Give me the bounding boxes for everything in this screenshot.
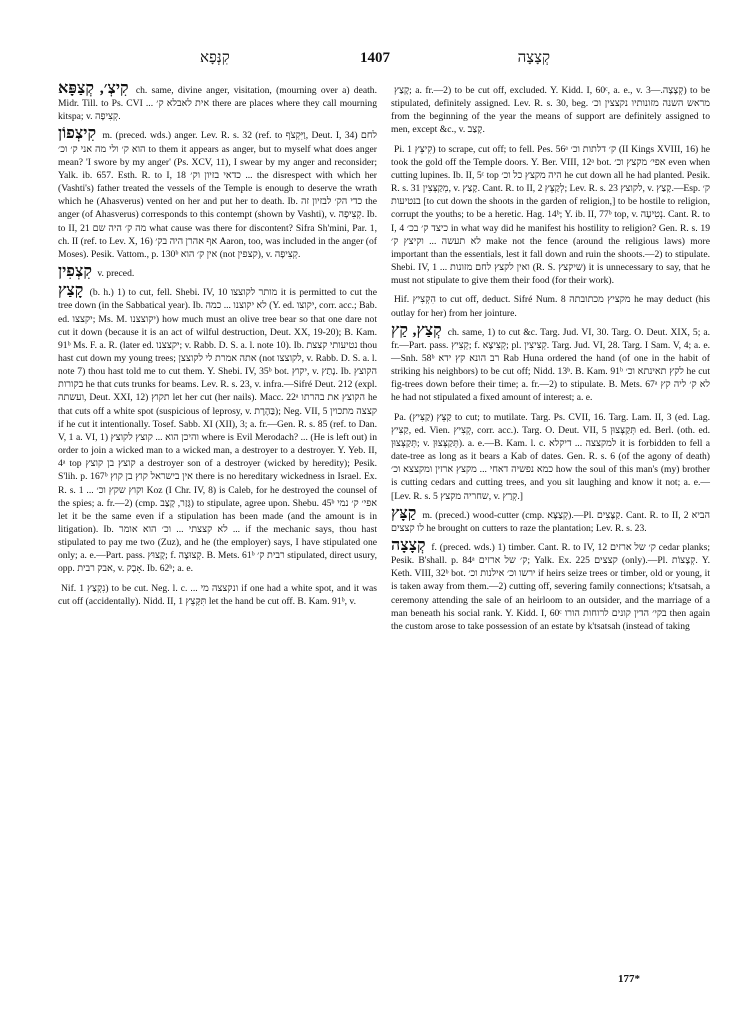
dictionary-entry: [58, 127, 377, 261]
dictionary-entry: [58, 265, 377, 280]
entry-text: m. (preced. wds.) anger. Lev. R. s. 32 (ref. to וַיִּקְצֹף, Deut. I, 34) לחם הוא ק׳ ולי מה אני ק׳ וכ׳ to them it appears as anger, but to myself what does anger mean? 'I swore by my anger' (Ps. XCV, 11), I swear by my anger and reconsider; Yalk. ib. 657. Esth. R. to I, 18 כדאי בזיון וק׳ ... the disrespect with which her (Vashti's) father treated the vessels of the Temple is enough to deserve the wrath which he (Ahasverus) vented on her and put her to death. Ib. כדי הק׳ לבזיון זה the anger (of Ahasverus) corresponds to this contempt (shown by Vashti), v. קְצִיפָה. Ib. to II, 21 מה ק׳ היה שם what cause was there for discontent? Sifra Sh'mini, Par. 1, ch. II (ref. to Lev. X, 16) אף אהרן היה בק׳ Aaron, too, was included in the anger (of Moses). Pesik. Vattom., p. 130ᵇ אין ק׳ הוא (not קצפין), v. קְצִיפָה.: [58, 130, 378, 260]
dictionary-entry: [58, 82, 377, 123]
page-signature: 177*: [618, 973, 640, 985]
entry-text: f. (preced. wds.) 1) timber. Cant. R. to IV, 12 ק׳ של ארזים cedar planks; Pesik. B'shall. p. 84ᵃ ק׳ של ארזים; Yalk. Ex. 225 קצצים (only).—Pl. קְצָצוֹת. Y. Keth. VIII, 32ᵇ bot. ירשו וכ׳ אילנות וכ׳ if heirs seize trees or timber, old or young, it is taken away from them.—2) cutting off, severing family connections; k'tsatsah, a ceremony attending the sale of an heirloom to an outsider, and the marriage of a man beneath his social rank. Y. Kidd. I, 60ᶜ בקי׳ הדין קונים לרוחות הורו then again the custom arose to take possession of an estate by k'tsatsah (instead of taking: [391, 542, 711, 632]
entry-headword: קִיצְפוֹן: [58, 125, 97, 143]
dictionary-entry: [58, 580, 377, 608]
entry-headword: קִצְפִין: [58, 263, 92, 281]
dictionary-entry: [391, 291, 710, 319]
entry-text: Hif. הִקְצִיץ to cut off, deduct. Sifré Num. 8 מקציץ מכתובתה he may deduct (his outlay for her) from her jointure.: [391, 294, 710, 319]
dictionary-entry: [58, 284, 377, 575]
entry-headword: קִיצְ׳, קְצַפָּא: [58, 80, 129, 97]
left-column: [58, 82, 377, 982]
dictionary-entry: [391, 539, 710, 633]
dictionary-columns: [58, 82, 710, 982]
entry-headword: קְצַץ, קַץ: [391, 321, 442, 339]
entry-text: קָצַץ; a. fr.—2) to be cut off, excluded. Y. Kidd. I, 60ᶜ, a. e., v. קְצָצָה.—3) to be stipulated, definitely assigned. Lev. R. s. 30, beg. מראש השנה מזונותיו נקצצין וכ׳ from the beginning of the year the means of support are definitely assigned to men, except &c., v. קָצַב.: [391, 85, 710, 136]
dictionary-entry: [391, 504, 710, 535]
entry-text: (b. h.) 1) to cut, fell. Shebi. IV, 10 מותר לקוצצו it is permitted to cut the tree down (in the Sabbatical year). Ib. לא יקוצנו ... כמה (Y. ed. יקוצו, corr. acc.; Bab. ed. יקצצו; Ms. M. יקוצצנו) how much must an olive tree bear so that one dare not cut it down (because it is an act of wilful destruction, Deut. XX, 19-20); B. Kam. 91ᵇ Ms. F. a. R. (later ed. יקצצנו; v. Rabb. D. S. a. l. note 10). Ib. נטיעותי קצצת thou hast cut down my young trees; אתה אמרת לי לקוצצן (not לקוצצו, v. Rabb. D. S. a. l. note 7) thou hast told me to cut them. Y. Shebi. IV, 35ᵇ bot. יקוץ, v. נָתַץ. Ib. הקוצץ בקורות he that cuts trunks for beams. Lev. R. s. 23, v. infra.—Sifré Deut. 212 (expl. ועשתה, Deut. XXI, 12) תקוץ let her cut (her nails). Macc. 22ᵃ הקוצץ את בהרתו he that cuts off a white spot (suspicious of leprosy, v. בַּהֶרֶת); Neg. VII, 5 קצצה מתכוין if he cut it intentionally. Tosef. Sabb. XI (XII), 3; a. fr.—Gen. R. s. 85 (ref. to Dan. V, 1 a. VI, 1) והיכן הוא ... קוצץ לקוצץ where is Evil Merodach? ... (He is left out) in order to join a wicked man to a wicked man, a destroyer to a destroyer. Y. Yeb. II, 4ᵃ top קוצץ בן קוצץ a destroyer son of a destroyer (wicked by heredity); Pesik. S'lih. p. 167ᵇ אין בישראל קוץ בן קוץ there is no hereditary wickedness in Israel. Ex. R. s. 1 ... וקוץ שקץ וכ׳ Koz (I Chr. IV, 8) is Caleb, for he destroyed the counsel of the spies; a. fr.—2) (cmp. גָּזַר, קָצַב) to stipulate, agree upon. Shebu. 45ᵇ אפי׳ ק׳ נמי let it be the same even if a stipulation has been made (and the amount is in litigation). Ib. לא קצצתי ... וכ׳ הוא אומר ... if the mechanic says, thou hast stipulated to pay me two (Zuz), and he (the employer) says, I have stipulated one only; a. e.—Part. pass. קָצוּץ; f. קְצוּצָה. B. Mets. 61ᵇ רבית ק׳ stipulated, direct usury, opp. אבק רבית, v. אָבָק. Ib. 62ᵇ; a. e.: [58, 287, 378, 575]
entry-headword: קַצָּץ: [391, 504, 417, 522]
header-left-word: קִנְּפָא: [200, 50, 230, 66]
dictionary-entry: [391, 82, 710, 137]
entry-text: v. preced.: [97, 268, 135, 280]
entry-text: Pi. קִיצֵּץ 1) to scrape, cut off; to fell. Pes. 56ᵃ ק׳ דלתות וכ׳ (II Kings XVIII, 16) he took the gold off the Temple doors. Y. Ber. VIII, 12ᵃ bot. אפי׳ מקצץ וכ׳ even when cutting lupines. Ib. II, 5ᶜ top היה מקצץ כל וכ׳ he cut down all he had planted. Pesik. R. s. 31 מְקַצְּצִין, v. קָצַץ. Cant. R. to II, 2 לְקַצֵּץ; Lev. R. s. 23 לקוצץ, v. קָצַץ.—Esp. ק׳ בנטיעות [to cut down the shoots in the garden of religion,] to be hostile to religion, corrupt the youths; to be a heretic. Hag. 14ᵇ; Y. ib. II, 77ᵇ top, v. נְטִיעָה. Cant. R. to I, 4 כיצד ק׳ בכ׳ in what way did he manifest his hostility to religion? Gen. R. s. 19 לא תעשה ... וקיצץ ק׳ make not the fence (around the religious laws) more important than the essentials, lest it fall down and ruin the shoots.—2) to stipulate. Shebi. IV, 1 ... ואין לקצץ לחם מזונות (R. S. שיקצץ) it is unnecessary to say, that he must not stipulate to give them their food (for their work).: [391, 143, 711, 287]
entry-text: m. (preced.) wood-cutter (cmp. קְצַצָּא).—Pl. קַצָּצִים. Cant. R. to II, 2 הביא לו קצצים he brought on cutters to raze the plantation; Lev. R. s. 23.: [391, 509, 710, 534]
dictionary-entry: [391, 321, 711, 405]
header-right-word: קְצָצָה: [517, 50, 550, 66]
dictionary-entry: [391, 409, 710, 503]
entry-text: ch. same, 1) to cut &c. Targ. Jud. VI, 30. Targ. O. Deut. XIX, 5; a. fr.—Part. pass. קְצִיץ; f. קְצִיצָא; pl. קְצִיצִין. Targ. Jud. VI, 28. Targ. I Sam. V, 4; a. e.—Snh. 58ᵇ רב הונא קץ ידא Rab Huna ordered the hand (of one in the habit of striking his neighbors) to be cut off; Nidd. 13ᵇ. B. Kam. 91ᵇ לקץ תאינתא וכ׳ he cut fig-trees down before their time; a. fr.—2) to stipulate. B. Mets. 67ᵃ לא ק׳ ליה קץ he had not stipulated a fixed amount of interest; a. e.: [391, 326, 711, 404]
dictionary-entry: [391, 141, 710, 288]
entry-headword: קָצַץ: [58, 282, 84, 300]
entry-text: Pa. קַצֵּץ (קַצִּיץ) to cut; to mutilate. Targ. Ps. CVII, 16. Targ. Lam. II, 3 (ed. Lag. קַצִּיץ, ed. Vien. קְצִיץ, corr. acc.). Targ. O. Deut. VII, 5 תְּקַצְּצוּן ed. Berl. (oth. ed. תְּקַצְּצוּן; v. תְּקַצְּצוּן). a. e.—B. Kam. l. c. למקצצה ... דיקלא it is forbidden to fell a date-tree as long as it bears a Kab of dates. Gen. R. s. 6 (of the agony of death) כמא נפשיה דאחי ... מקצץ ארזין ומקצצא וכ׳ how the soul of this man's (my) brother is cutting cedars and cutting trees, and you sit laughing and know it not; a. e.—[Lev. R. s. 5 שחריה מקצץ, v. קְרַץ.]: [391, 411, 711, 502]
entry-text: Nif. נִקְצַץ 1) to be cut. Neg. l. c. ... ונקצצה מי if one had a white spot, and it was cut off (accidentally). Nidd. II, 1 תִּקָּצֵץ let the hand be cut off. B. Kam. 91ᵇ, v.: [58, 582, 377, 607]
entry-text: ch. same, divine anger, visitation, (mourning over a) death. Midr. Till. to Ps. CVI ... אית לאבלא ק׳ there are places where they call mourning kitspa; v. קְצִיפָה.: [58, 85, 377, 123]
page-number: 1407: [360, 50, 390, 66]
entry-headword: קְצָצָה: [391, 537, 426, 554]
page-header: [60, 50, 690, 72]
right-column: [391, 82, 710, 982]
